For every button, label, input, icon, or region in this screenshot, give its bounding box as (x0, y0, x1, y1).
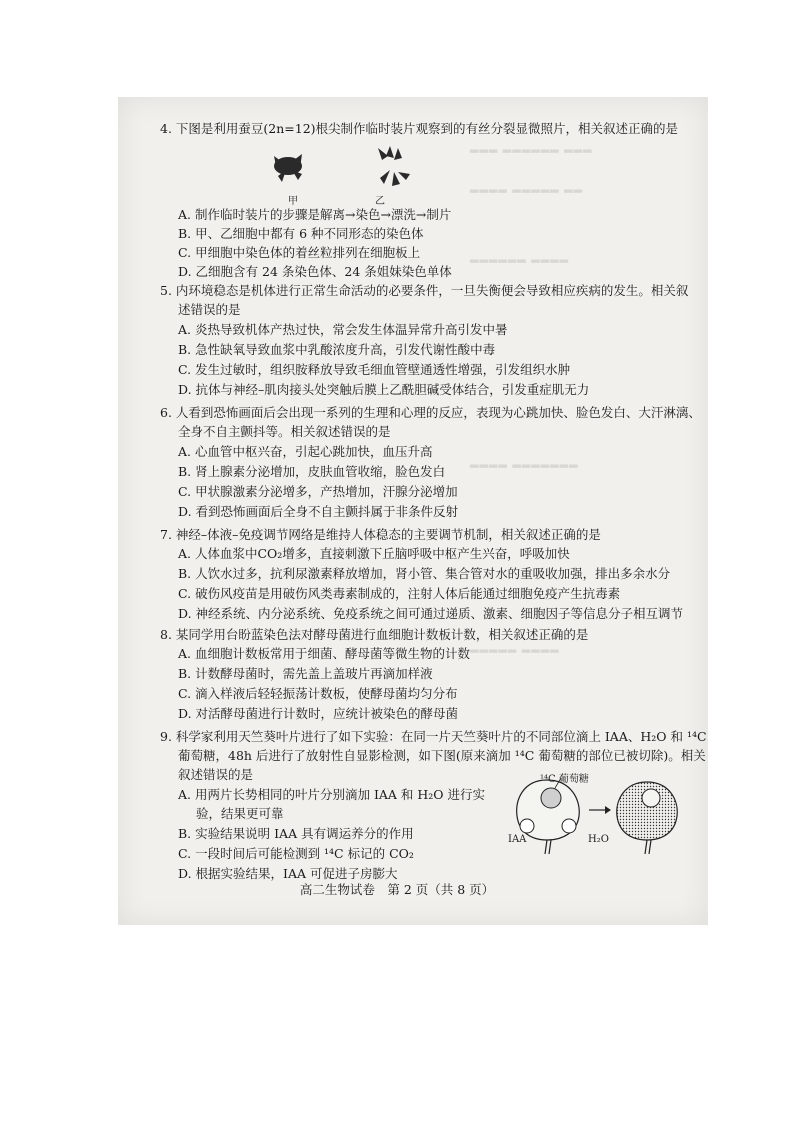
q9-stem-cont: 葡萄糖，48h 后进行了放射性自显影检测，如下图(原来滴加 ¹⁴C 葡萄糖的部位已被切除)。相关 (178, 748, 706, 763)
q9-option-a: A. 用两片长势相同的叶片分别滴加 IAA 和 H₂O 进行实 (178, 787, 486, 802)
q6-option-d: D. 看到恐怖画面后全身不自主颤抖属于非条件反射 (178, 504, 459, 519)
q9-option-b: B. 实验结果说明 IAA 具有调运养分的作用 (178, 826, 414, 841)
q7-option-d: D. 神经系统、内分泌系统、免疫系统之间可通过递质、激素、细胞因子等信息分子相互调节 (178, 606, 684, 621)
q4-option-a: A. 制作临时装片的步骤是解离→染色→漂洗→制片 (178, 207, 452, 222)
q9-option-c: C. 一段时间后可能检测到 ¹⁴C 标记的 CO₂ (178, 846, 414, 861)
q9-option-a-cont: 验，结果更可靠 (196, 806, 284, 821)
bleed-through: ▂▂▂▂▂▂ ▂▂▂▂ (470, 250, 570, 263)
fig-label-a: 甲 (288, 196, 298, 207)
page-footer: 高二生物试卷 第 2 页（共 8 页） (299, 882, 495, 897)
q8-option-d: D. 对活酵母菌进行计数时，应统计被染色的酵母菌 (178, 706, 459, 721)
q5-option-d: D. 抗体与神经–肌肉接头处突触后膜上乙酰胆碱受体结合，引发重症肌无力 (178, 382, 590, 397)
micrograph-b (372, 144, 418, 190)
label-c14-glucose: ¹⁴C 葡萄糖 (540, 774, 589, 785)
label-iaa: IAA (508, 834, 527, 845)
q6-option-a: A. 心血管中枢兴奋，引起心跳加快，血压升高 (178, 444, 433, 459)
q7-option-a: A. 人体血浆中CO₂增多，直接刺激下丘脑呼吸中枢产生兴奋，呼吸加快 (178, 546, 570, 561)
q5-option-a: A. 炎热导致机体产热过快，常会发生体温异常升高引发中暑 (178, 322, 508, 337)
bleed-through: ▂▂▂▂ ▂▂▂▂▂▂▂ (470, 455, 579, 468)
q5-option-c: C. 发生过敏时，组织胺释放导致毛细血管壁通透性增强，引发组织水肿 (178, 362, 571, 377)
q6-option-c: C. 甲状腺激素分泌增多，产热增加，汗腺分泌增加 (178, 484, 458, 499)
bleed-through: ▂▂▂▂▂ ▂▂▂▂ (470, 640, 560, 653)
q8-stem: 8. 某同学用台盼蓝染色法对酵母菌进行血细胞计数板计数，相关叙述正确的是 (160, 627, 589, 642)
q9-option-d: D. 根据实验结果，IAA 可促进子房膨大 (178, 866, 398, 881)
micrograph-a (268, 146, 308, 188)
q8-option-b: B. 计数酵母菌时，需先盖上盖玻片再滴加样液 (178, 666, 433, 681)
q9-stem: 9. 科学家利用天竺葵叶片进行了如下实验：在同一片天竺葵叶片的不同部位滴上 IAA、H₂O 和 ¹⁴C (160, 729, 707, 744)
bleed-through: ▂▂▂ ▂▂▂▂▂▂ ▂▂▂ (470, 140, 593, 153)
q6-stem: 6. 人看到恐怖画面后会出现一系列的生理和心理的反应，表现为心跳加快、脸色发白、大汗淋漓、 (160, 405, 701, 420)
q4-option-d: D. 乙细胞含有 24 条染色体、24 条姐妹染色单体 (178, 264, 452, 279)
q7-stem: 7. 神经–体液–免疫调节网络是维持人体稳态的主要调节机制，相关叙述正确的是 (160, 527, 601, 542)
q5-stem: 5. 内环境稳态是机体进行正常生命活动的必要条件，一旦失衡便会导致相应疾病的发生。相关叙 (160, 283, 689, 298)
q9-stem-cont2: 叙述错误的是 (178, 767, 254, 782)
q8-option-a: A. 血细胞计数板常用于细菌、酵母菌等微生物的计数 (178, 646, 470, 661)
q8-option-c: C. 滴入样液后轻轻振荡计数板，使酵母菌均匀分布 (178, 686, 458, 701)
q6-option-b: B. 肾上腺素分泌增加，皮肤血管收缩，脸色发白 (178, 464, 446, 479)
q4-stem: 4. 下图是利用蚕豆(2n=12)根尖制作临时装片观察到的有丝分裂显微照片，相关叙述正确的是 (160, 121, 679, 136)
fig-label-b: 乙 (375, 196, 385, 207)
q4-option-c: C. 甲细胞中染色体的着丝粒排列在细胞板上 (178, 245, 421, 260)
q7-option-b: B. 人饮水过多，抗利尿激素释放增加，肾小管、集合管对水的重吸收加强，排出多余水分 (178, 566, 671, 581)
bleed-through: ▂▂▂▂ ▂▂▂▂▂ ▂▂ (470, 180, 584, 193)
q5-stem-cont: 述错误的是 (178, 302, 241, 317)
label-h2o: H₂O (588, 834, 609, 845)
q4-option-b: B. 甲、乙细胞中都有 6 种不同形态的染色体 (178, 226, 424, 241)
q5-option-b: B. 急性缺氧导致血浆中乳酸浓度升高，引发代谢性酸中毒 (178, 342, 496, 357)
q6-stem-cont: 全身不自主颤抖等。相关叙述错误的是 (178, 424, 391, 439)
q7-option-c: C. 破伤风疫苗是用破伤风类毒素制成的，注射人体后能通过细胞免疫产生抗毒素 (178, 586, 621, 601)
